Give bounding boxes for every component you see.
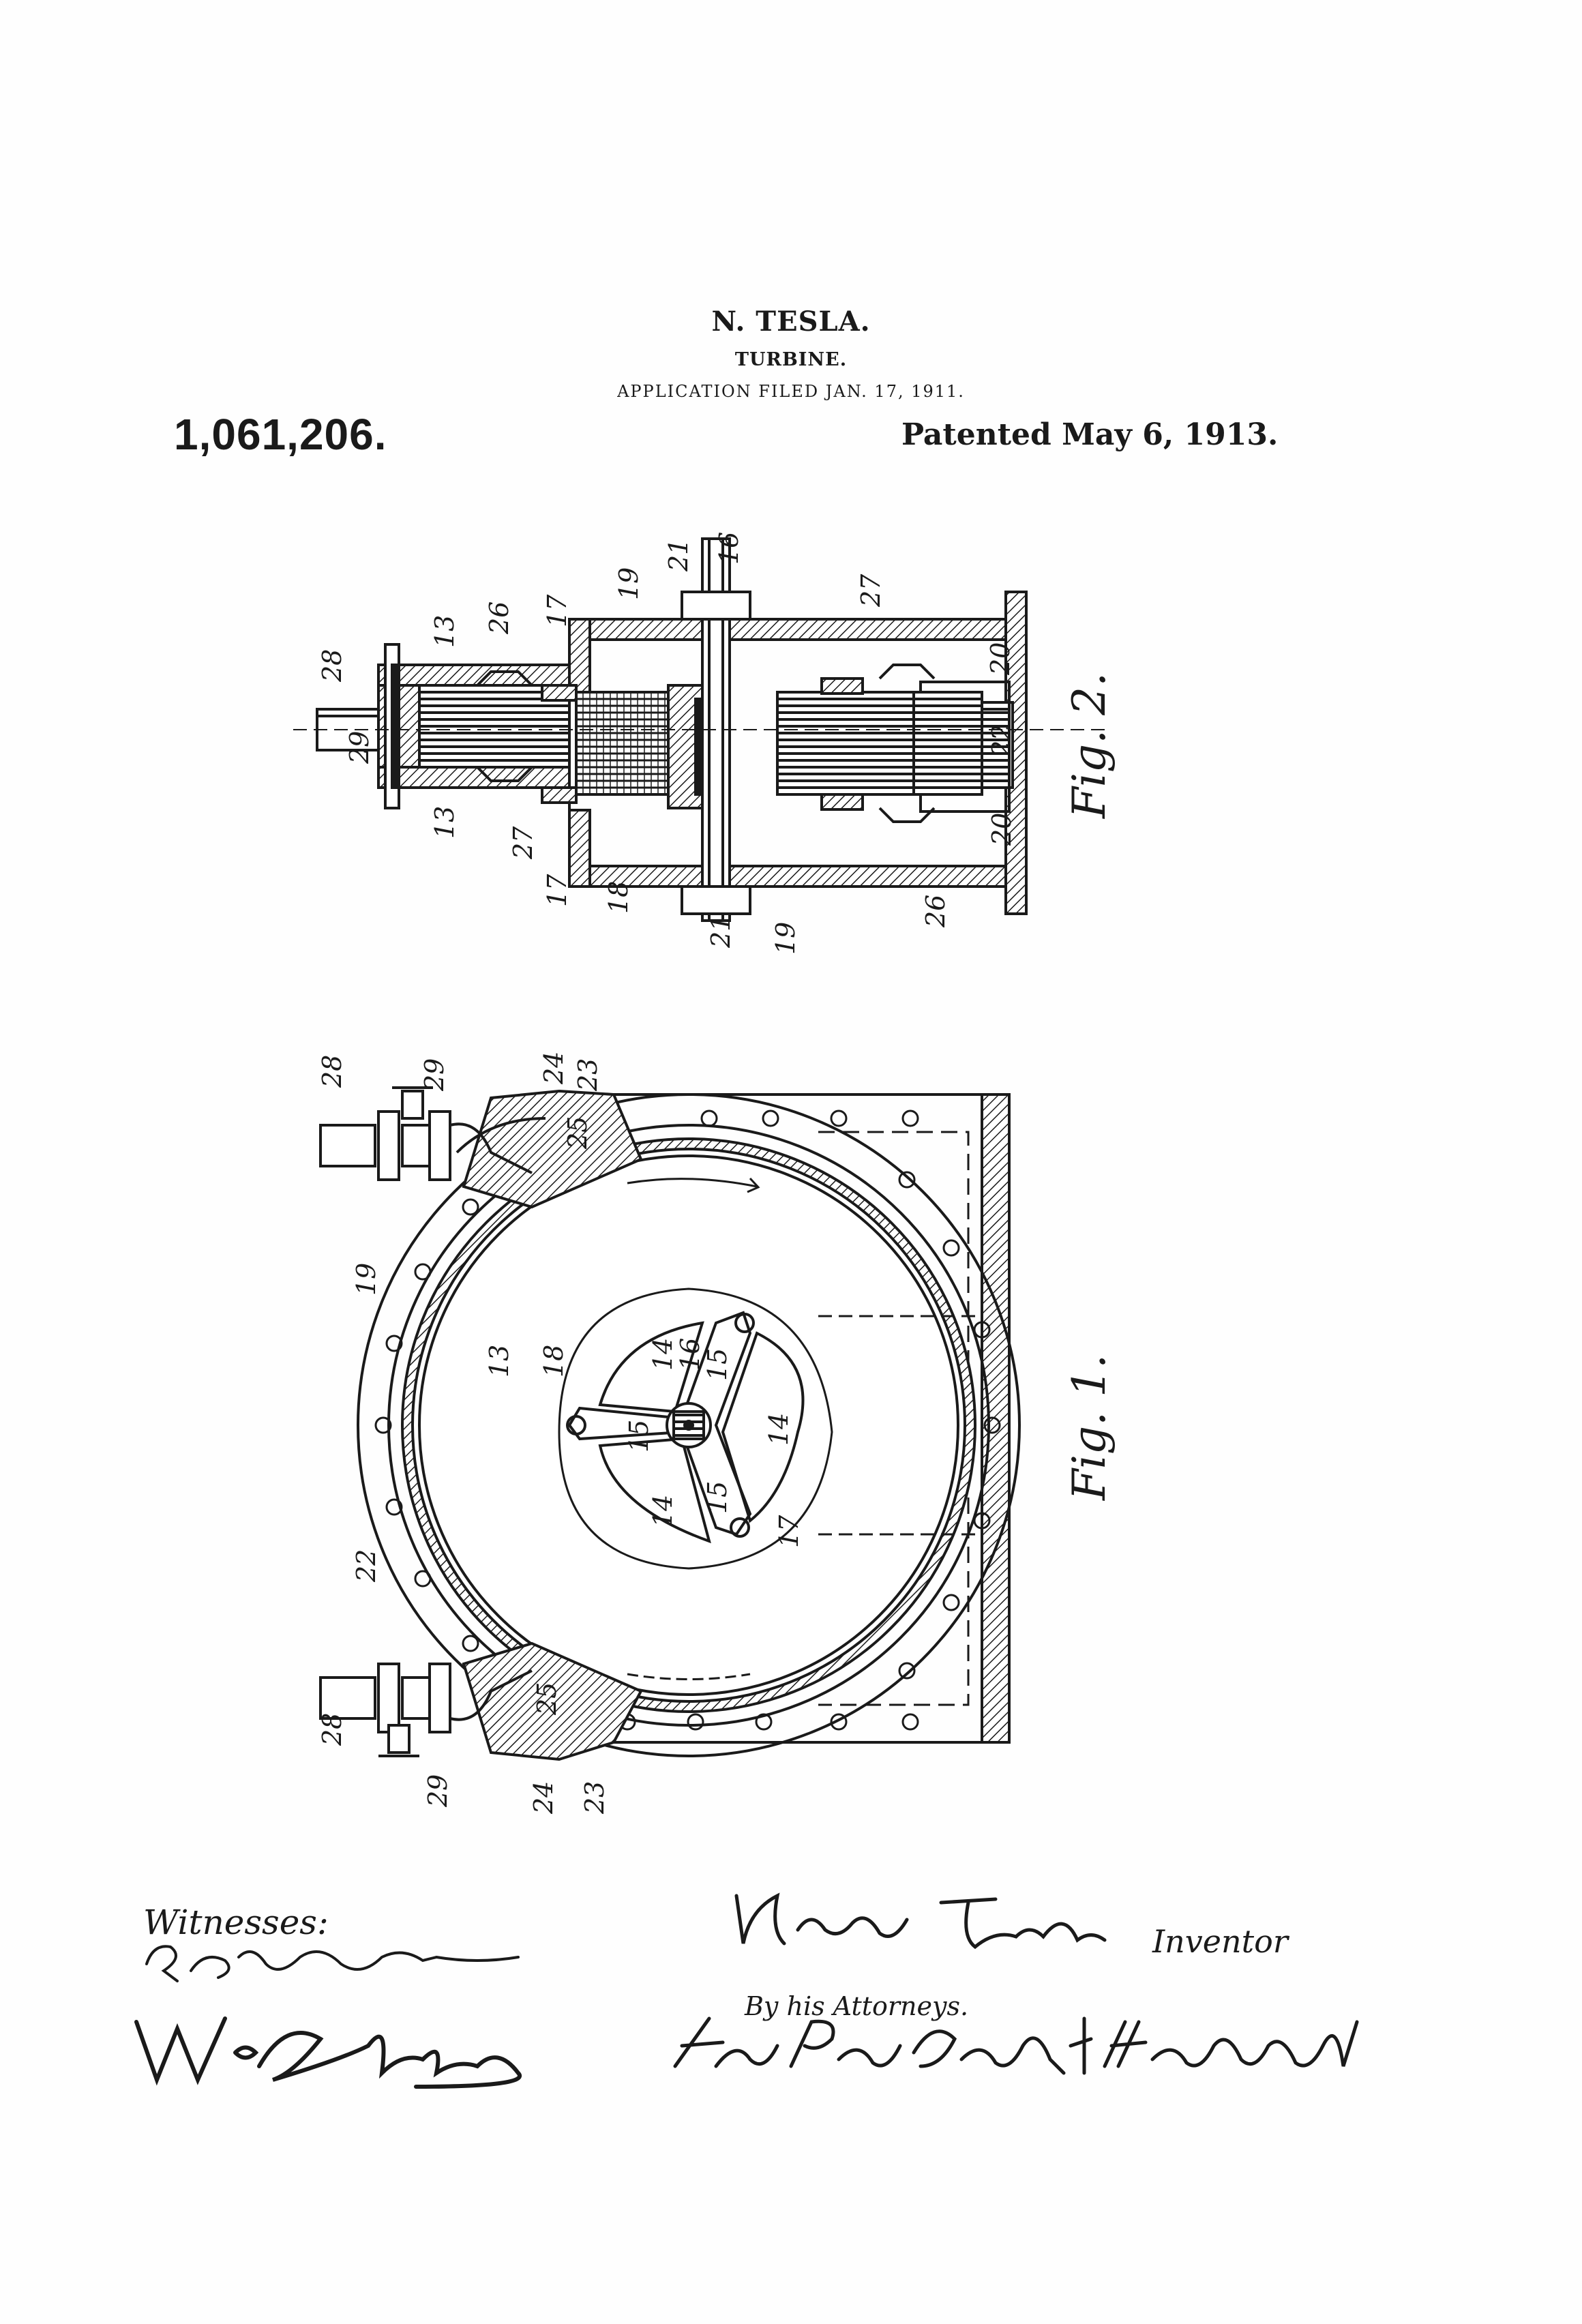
ref-numeral: 13 xyxy=(430,614,460,648)
ref-numeral: 25 xyxy=(532,1682,562,1715)
ref-numeral: 22 xyxy=(351,1549,381,1582)
inventor-name: N. TESLA. xyxy=(711,306,871,338)
ref-numeral: 29 xyxy=(423,1774,453,1807)
attorneys-label: By his Attorneys. xyxy=(745,1991,969,2021)
ref-numeral: 15 xyxy=(702,1347,732,1381)
ref-numeral: 26 xyxy=(921,894,951,927)
ref-numeral: 15 xyxy=(702,1480,732,1514)
ref-numeral: 20 xyxy=(985,642,1015,675)
ref-numeral: 19 xyxy=(351,1262,381,1296)
fig-2-label: Fig. 2. xyxy=(1063,672,1116,818)
inventor-suffix-label: Inventor xyxy=(1152,1923,1288,1960)
ref-numeral: 17 xyxy=(774,1515,804,1548)
ref-numeral: 29 xyxy=(344,730,374,764)
signature-attorneys xyxy=(675,2018,1357,2073)
invention-title: TURBINE. xyxy=(734,349,848,370)
fig-2-section-view xyxy=(293,539,1105,921)
ref-numeral: 23 xyxy=(573,1058,603,1091)
signature-witness-2 xyxy=(136,2018,520,2087)
ref-numeral: 13 xyxy=(484,1344,514,1377)
ref-numeral: 21 xyxy=(706,914,736,948)
filing-date: APPLICATION FILED JAN. 17, 1911. xyxy=(617,382,965,401)
ref-numeral: 14 xyxy=(648,1337,678,1371)
ref-numeral: 27 xyxy=(508,826,538,859)
ref-numeral: 23 xyxy=(580,1781,610,1814)
ref-numeral: 28 xyxy=(317,649,347,682)
fig-1-label: Fig. 1. xyxy=(1063,1354,1116,1500)
ref-numeral: 28 xyxy=(317,1712,347,1746)
ref-numeral: 19 xyxy=(614,567,644,600)
ref-numeral: 14 xyxy=(648,1494,678,1528)
patent-number: 1,061,206. xyxy=(174,410,387,459)
ref-numeral: 20 xyxy=(987,812,1017,846)
signature-witness-1 xyxy=(147,1946,518,1981)
ref-numeral: 14 xyxy=(764,1412,794,1446)
signature-inventor xyxy=(736,1896,1105,1947)
ref-numeral: 24 xyxy=(539,1051,569,1084)
ref-numeral: 16 xyxy=(714,531,744,565)
ref-numeral: 25 xyxy=(563,1116,593,1149)
ref-numeral: 21 xyxy=(663,538,693,571)
ref-numeral: 16 xyxy=(675,1337,705,1371)
ref-numeral: 29 xyxy=(419,1058,449,1091)
ref-numeral: 27 xyxy=(856,573,886,607)
fig-1-elevation-view xyxy=(320,1088,1019,1759)
ref-numeral: 18 xyxy=(603,880,633,914)
ref-numeral: 19 xyxy=(771,921,801,955)
ref-numeral: 18 xyxy=(539,1344,569,1377)
ref-numeral: 15 xyxy=(624,1419,654,1452)
ref-numeral: 22 xyxy=(987,724,1017,757)
ref-numeral: 24 xyxy=(528,1781,558,1814)
ref-numeral: 26 xyxy=(484,601,514,634)
ref-numeral: 17 xyxy=(542,594,572,627)
witnesses-label: Witnesses: xyxy=(143,1903,329,1942)
ref-numeral: 13 xyxy=(430,805,460,839)
ref-numeral: 28 xyxy=(317,1054,347,1088)
patented-date: Patented May 6, 1913. xyxy=(901,417,1279,452)
ref-numeral: 17 xyxy=(542,874,572,907)
